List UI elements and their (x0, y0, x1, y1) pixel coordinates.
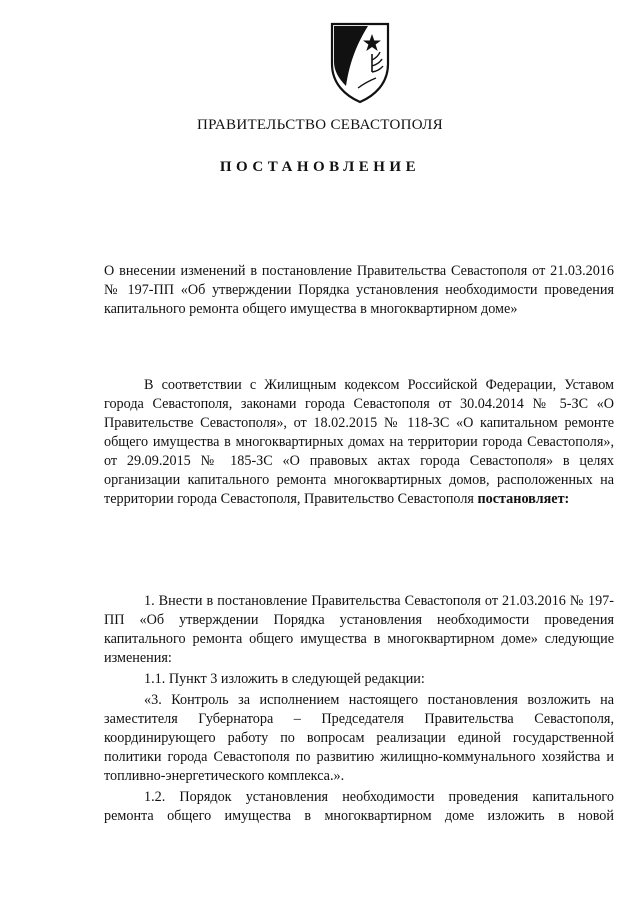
item-1-1: 1.1. Пункт 3 изложить в следующей редакции: (144, 671, 425, 687)
document-type: ПОСТАНОВЛЕНИЕ (219, 159, 421, 175)
item-1-2: 1.2. Порядок установления необходимости проведения капитального ремонта общего имущества в многоквартирном доме изложить в новой (104, 789, 614, 824)
document-subject: О внесении изменений в постановление Правительства Севастополя от 21.03.2016 № 197-ПП «Об утверждении Порядка установления необходимости проведения капитального ремонта общего имущества в многоквартирном доме» (104, 263, 614, 317)
preamble-text: В соответствии с Жилищным кодексом Российской Федерации, Уставом города Севастополя, законами города Севастополя от 30.04.2014 № 5-ЗС «О Правительстве Севастополя», от 18.02.2015 № 118-ЗС «О капитальном ремонте общего имущества в многоквартирных домах на территории города Севастополя», от 29.09.2015 № 185-ЗС «О правовых актах города Севастополя» в целях организации капитального ремонта многоквартирных домов, расположенных на территории города Севастополя, Правительство Севастополя (104, 377, 614, 507)
item-1: 1. Внести в постановление Правительства Севастополя от 21.03.2016 № 197-ПП «Об утверждении Порядка установления необходимости проведения капитального ремонта общего имущества в многоквартирном доме» следующие изменения: (104, 593, 614, 666)
coat-of-arms-icon (328, 20, 392, 104)
government-name: ПРАВИТЕЛЬСТВО СЕВАСТОПОЛЯ (197, 117, 443, 133)
resolves-word: постановляет: (477, 491, 570, 507)
item-1-1-quote: «3. Контроль за исполнением настоящего постановления возложить на заместителя Губернатора – Председателя Правительства Севастополя, координирующего работу по вопросам реализации единой государственной политики города Севастополя по развитию жилищно-коммунального хозяйства и топливно-энергетического комплекса.». (104, 692, 614, 784)
preamble (104, 376, 614, 509)
resolution-items (104, 592, 614, 826)
